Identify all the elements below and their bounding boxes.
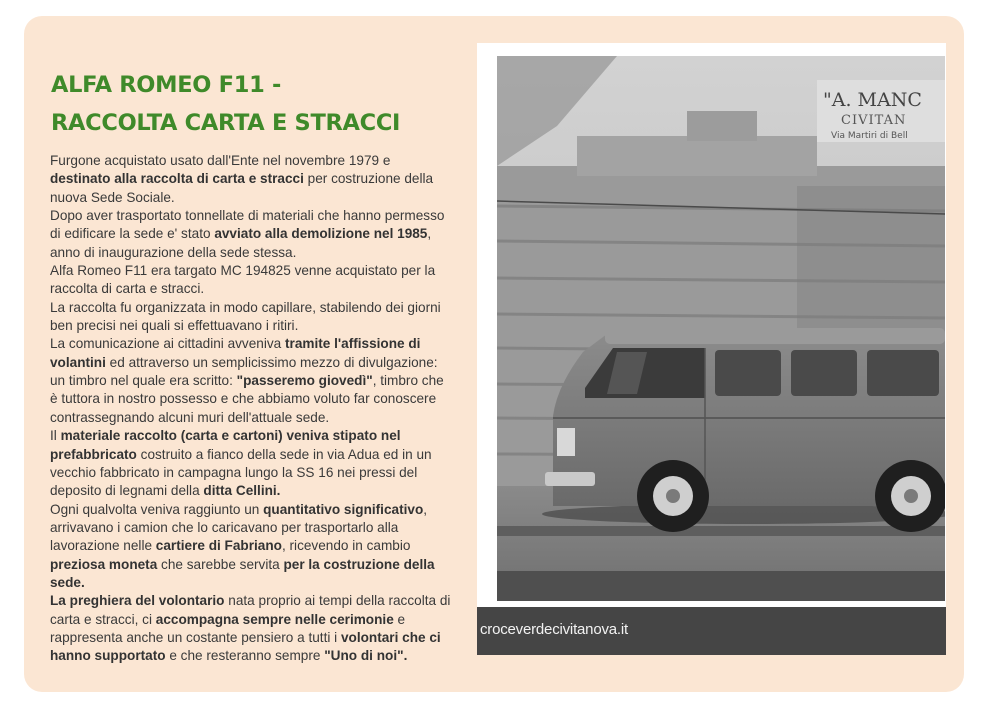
- bold-text: "Uno di noi".: [324, 648, 408, 664]
- van-photo: [497, 56, 945, 601]
- text-span: , arrivavano i camion che lo caricavano per trasportarlo alla lavorazione nelle: [50, 501, 428, 554]
- text-span: costruito a fianco della sede in via Adua ed in un vecchio fabbricato in campagna lungo la SS 16 nei pressi del deposito di legnami della: [50, 446, 432, 499]
- text-span: ed attraverso un semplicissimo mezzo di divulgazione: un timbro nel quale era scritto:: [50, 354, 438, 389]
- bold-text: cartiere di Fabriano: [155, 538, 282, 554]
- text-span: La raccolta fu organizzata in modo capillare, stabilendo dei giorni ben precisi nei quali si effettuavano i ritiri.: [50, 299, 441, 334]
- paragraph-1: [50, 152, 454, 207]
- title-line-2: RACCOLTA CARTA E STRACCI: [51, 110, 401, 136]
- photo-frame: [477, 43, 946, 655]
- paragraph-2: [50, 207, 454, 262]
- text-span: Furgone acquistato usato dall'Ente nel novembre 1979 e: [50, 153, 391, 168]
- paragraph-5: [50, 335, 454, 427]
- text-span: per costruzione della nuova Sede Sociale.: [50, 171, 434, 205]
- text-span: Il: [50, 428, 61, 444]
- paragraph-7: [50, 501, 454, 593]
- text-span: , timbro che è tuttora in nostro possesso e che abbiamo voluto far conoscere contrassegnando alcuni muri dell'attuale sede.: [50, 373, 444, 425]
- text-span: Ogni qualvolta veniva raggiunto un: [50, 501, 264, 517]
- text-span: , anno di inaugurazione della sede stessa.: [50, 226, 432, 260]
- bold-text: materiale raccolto (carta e cartoni) veniva stipato nel prefabbricato: [50, 428, 401, 462]
- text-span: Dopo aver trasportato tonnellate di materiali che hanno permesso di edificare la sede e' stato: [50, 208, 445, 242]
- paragraph-3: [50, 262, 454, 299]
- bold-text: "passeremo giovedì": [236, 373, 373, 389]
- text-span: e che resteranno sempre: [165, 648, 325, 664]
- bold-text: ditta Cellini.: [203, 483, 281, 499]
- sign-text-3: Via Martiri di Bell: [831, 131, 908, 141]
- paragraph-6: [50, 427, 454, 500]
- bold-text: tramite l'affissione di volantini: [50, 336, 421, 370]
- sign-text-1: "A. MANC: [823, 89, 922, 111]
- paragraph-8: [50, 592, 454, 665]
- text-span: nata proprio ai tempi della raccolta di carta e stracci, ci: [50, 593, 451, 627]
- paragraph-4: [50, 299, 454, 336]
- bold-text: volontari che ci hanno supportato: [50, 629, 441, 664]
- bold-text: accompagna sempre nelle cerimonie: [155, 611, 394, 627]
- article-body: [50, 152, 454, 666]
- text-span: La comunicazione ai cittadini avveniva: [50, 336, 286, 352]
- bold-text: preziosa moneta: [50, 556, 158, 572]
- bold-text: destinato alla raccolta di carta e stracci: [50, 171, 304, 187]
- photo-caption: croceverdecivitanova.it: [480, 621, 628, 638]
- bold-text: avviato alla demolizione nel 1985: [214, 226, 428, 242]
- bold-text: La preghiera del volontario: [50, 593, 225, 609]
- photo-caption-bar: [477, 607, 946, 655]
- text-span: Alfa Romeo F11 era targato MC 194825 venne acquistato per la raccolta di carta e stracci.: [50, 263, 436, 297]
- text-span: che sarebbe servita: [157, 556, 284, 572]
- content-card: [24, 16, 964, 692]
- title-line-1: ALFA ROMEO F11 -: [51, 72, 282, 98]
- van-illustration: [542, 328, 945, 532]
- text-span: , ricevendo in cambio: [281, 538, 411, 554]
- bold-text: quantitativo significativo: [263, 501, 424, 517]
- text-span: e rappresenta anche un costante pensiero a tutti i: [50, 611, 406, 645]
- bold-text: per la costruzione della sede.: [50, 556, 435, 590]
- page-title: [51, 66, 471, 142]
- sign-text-2: CIVITAN: [841, 113, 907, 128]
